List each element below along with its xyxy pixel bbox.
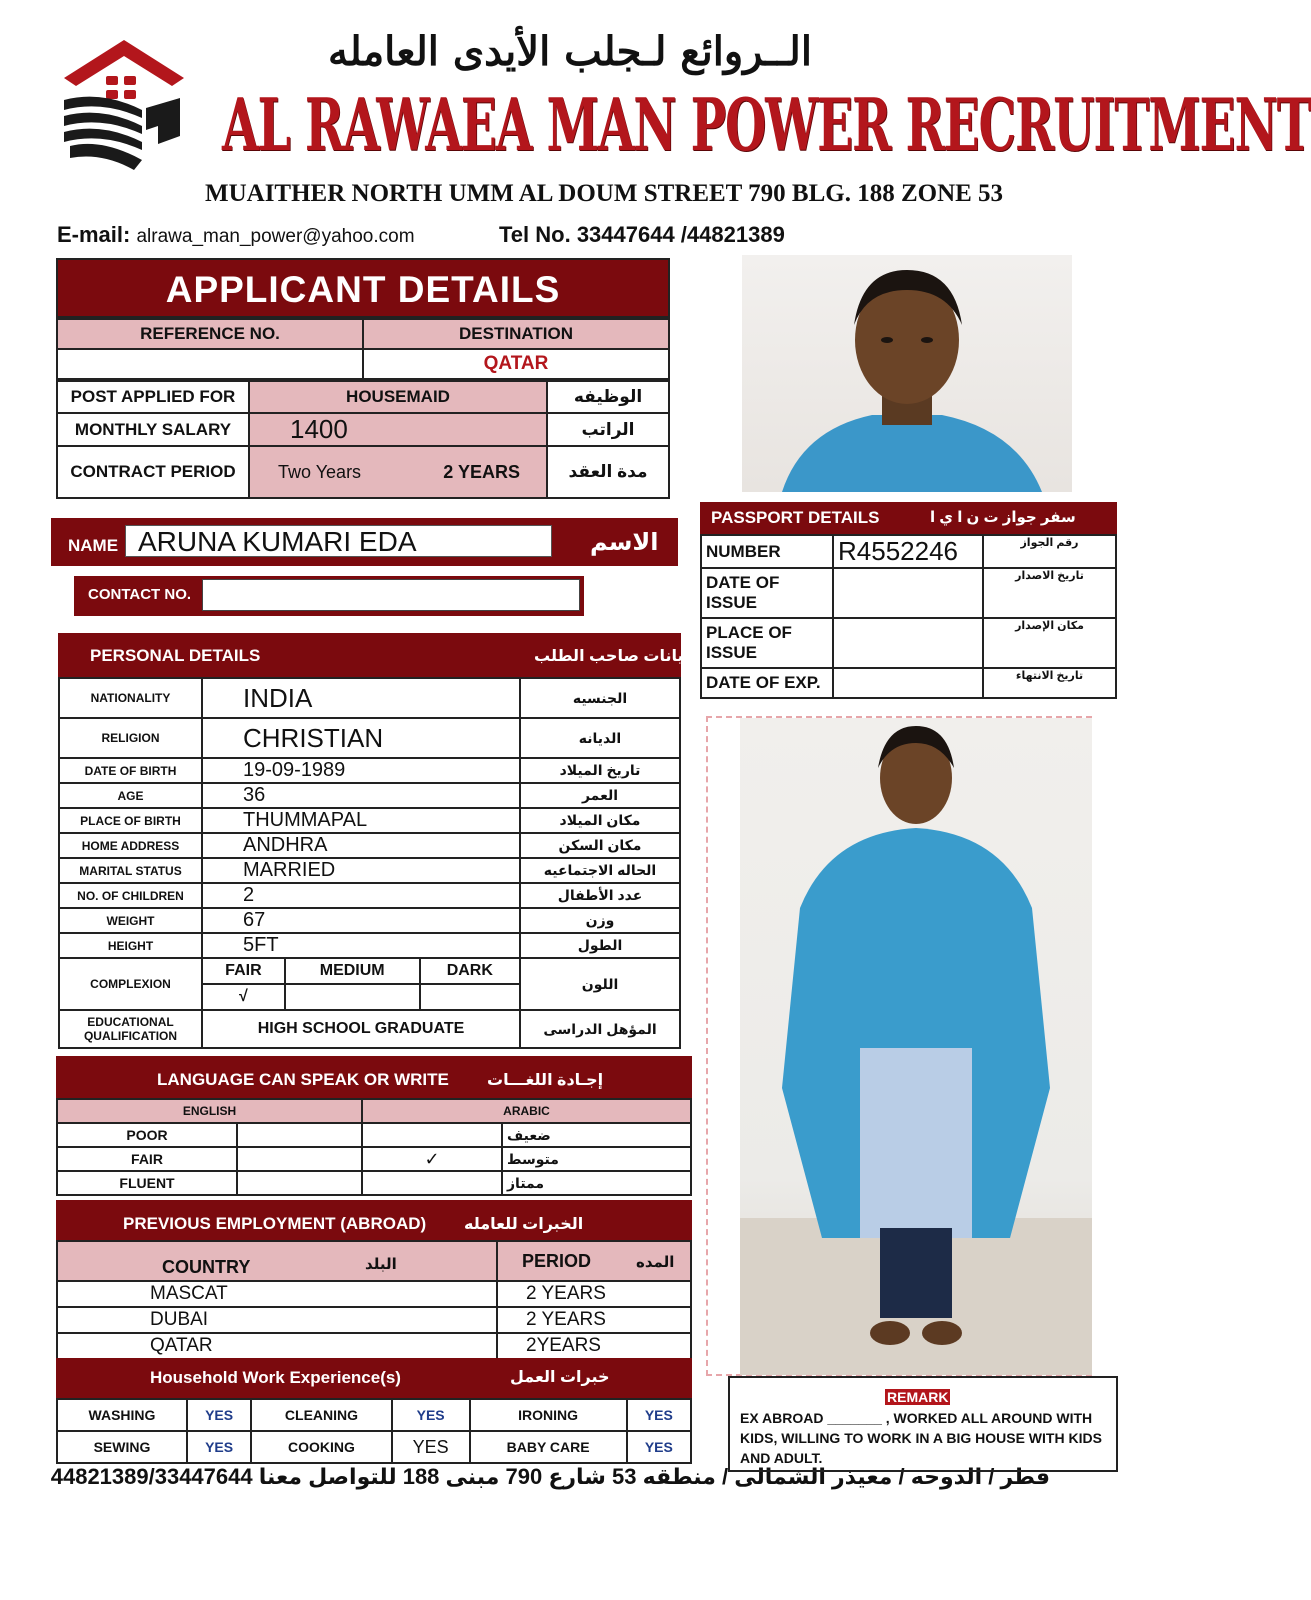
personal-row-arabic: عدد الأطفال <box>520 883 680 908</box>
personal-row-arabic: الجنسيه <box>520 678 680 718</box>
issue-date-value <box>833 568 983 618</box>
personal-row-arabic: تاريخ الميلاد <box>520 758 680 783</box>
household-table <box>56 1398 692 1464</box>
complexion-medium: MEDIUM <box>285 959 420 984</box>
expiry-value <box>833 668 983 698</box>
email-value: alrawa_man_power@yahoo.com <box>136 226 415 247</box>
arabic-mark: ✓ <box>362 1147 502 1171</box>
education-arabic: المؤهل الدراسى <box>520 1010 680 1048</box>
personal-row <box>59 933 680 958</box>
post-label: POST APPLIED FOR <box>57 381 249 413</box>
skill-sewing: SEWING <box>57 1431 187 1463</box>
personal-row-label: DATE OF BIRTH <box>59 758 202 783</box>
applicant-portrait-photo <box>742 255 1072 492</box>
country-column-header <box>57 1241 497 1281</box>
personal-row-label: HEIGHT <box>59 933 202 958</box>
passport-number-arabic: رقم الجواز <box>983 535 1116 568</box>
personal-row-label: WEIGHT <box>59 908 202 933</box>
english-mark <box>237 1147 362 1171</box>
remark-text: EX ABROAD _______ , WORKED ALL AROUND WITH KIDS, WILLING TO WORK IN A BIG HOUSE WITH KIDS AND ADULT. <box>740 1410 1102 1466</box>
employment-heading: PREVIOUS EMPLOYMENT (ABROAD) <box>123 1214 427 1233</box>
issue-date-label-line1: DATE OF <box>706 573 780 592</box>
skill-washing-value: YES <box>187 1399 251 1431</box>
passport-number-value: R4552246 <box>833 535 983 568</box>
complexion-dark: DARK <box>420 959 519 984</box>
complexion-fair: FAIR <box>203 959 285 984</box>
personal-row-value: THUMMAPAL <box>202 808 520 833</box>
personal-row-label: MARITAL STATUS <box>59 858 202 883</box>
personal-details-heading-arabic: بيانات صاحب الطلب <box>534 648 691 665</box>
household-heading: Household Work Experience(s) <box>150 1368 401 1387</box>
contract-label: CONTRACT PERIOD <box>57 446 249 498</box>
applicant-full-length-photo <box>740 718 1092 1375</box>
post-salary-contract-table <box>56 380 670 499</box>
personal-row-arabic: مكان السكن <box>520 833 680 858</box>
passport-heading: PASSPORT DETAILS <box>711 508 880 527</box>
expiry-arabic: تاريخ الانتهاء <box>983 668 1116 698</box>
complexion-medium-mark <box>285 984 420 1009</box>
complexion-arabic: اللون <box>520 958 680 1010</box>
personal-row <box>59 678 680 718</box>
language-row <box>57 1171 691 1195</box>
salary-value: 1400 <box>249 413 547 446</box>
arabic-mark <box>362 1171 502 1195</box>
issue-date-arabic: تاريخ الاصدار <box>983 568 1116 618</box>
language-level: FLUENT <box>57 1171 237 1195</box>
company-arabic-title: الــروائع لـجلب الأيدى العامله <box>328 28 812 75</box>
employment-country: MASCAT <box>57 1281 497 1307</box>
salary-label: MONTHLY SALARY <box>57 413 249 446</box>
personal-row-value: ANDHRA <box>202 833 520 858</box>
education-label <box>59 1010 202 1048</box>
personal-row-label: PLACE OF BIRTH <box>59 808 202 833</box>
email-label: E-mail: <box>57 222 131 247</box>
language-table <box>56 1098 692 1196</box>
language-heading-arabic: إجـادة اللغـــات <box>487 1072 604 1089</box>
contract-value-text: Two Years <box>249 446 404 498</box>
personal-row <box>59 858 680 883</box>
personal-row-value: 5FT <box>202 933 520 958</box>
expiry-label: DATE OF EXP. <box>701 668 833 698</box>
passport-number-label: NUMBER <box>701 535 833 568</box>
skill-ironing-value: YES <box>627 1399 691 1431</box>
personal-row-arabic: الطول <box>520 933 680 958</box>
personal-row-label: NATIONALITY <box>59 678 202 718</box>
personal-row-value: 36 <box>202 783 520 808</box>
complexion-grid <box>202 958 520 1010</box>
name-value: ARUNA KUMARI EDA <box>125 525 552 557</box>
employment-row <box>57 1333 691 1359</box>
employment-row <box>57 1281 691 1307</box>
skill-cooking: COOKING <box>251 1431 392 1463</box>
employment-row <box>57 1307 691 1333</box>
personal-row-value: 67 <box>202 908 520 933</box>
household-heading-arabic: خبرات العمل <box>510 1369 610 1386</box>
post-arabic: الوظيفه <box>547 381 669 413</box>
telephone-line: Tel No. 33447644 /44821389 <box>499 222 785 247</box>
personal-row-arabic: الديانه <box>520 718 680 758</box>
english-mark <box>237 1123 362 1147</box>
employment-period: 2 YEARS <box>497 1307 691 1333</box>
post-value: HOUSEMAID <box>249 381 547 413</box>
employment-table <box>56 1240 692 1360</box>
issue-date-label <box>701 568 833 618</box>
email-line <box>57 222 415 248</box>
personal-row <box>59 758 680 783</box>
language-level-arabic: متوسط <box>502 1147 691 1171</box>
language-level-arabic: ممتاز <box>502 1171 691 1195</box>
passport-heading-arabic: سفر جواز ت ن ا ي ا <box>930 509 1076 526</box>
reference-label: REFERENCE NO. <box>57 319 363 349</box>
personal-row-label: AGE <box>59 783 202 808</box>
skill-cleaning-value: YES <box>392 1399 470 1431</box>
arabic-mark <box>362 1123 502 1147</box>
reference-destination-table <box>56 318 670 380</box>
skill-washing: WASHING <box>57 1399 187 1431</box>
name-arabic: الاسم <box>590 529 659 556</box>
personal-row-label: HOME ADDRESS <box>59 833 202 858</box>
issue-place-label-line1: PLACE OF <box>706 623 792 642</box>
period-column-header <box>497 1241 691 1281</box>
education-value: HIGH SCHOOL GRADUATE <box>202 1010 520 1048</box>
destination-label: DESTINATION <box>363 319 669 349</box>
personal-row-value: CHRISTIAN <box>202 718 520 758</box>
personal-row <box>59 883 680 908</box>
issue-place-label-line2: ISSUE <box>706 643 758 662</box>
name-label: NAME <box>68 536 119 555</box>
contract-arabic: مدة العقد <box>547 446 669 498</box>
personal-row-label: RELIGION <box>59 718 202 758</box>
reference-value <box>57 349 363 379</box>
destination-value: QATAR <box>363 349 669 379</box>
personal-row-arabic: مكان الميلاد <box>520 808 680 833</box>
issue-place-label <box>701 618 833 668</box>
personal-details-heading: PERSONAL DETAILS <box>90 646 261 665</box>
personal-row <box>59 783 680 808</box>
employment-country: DUBAI <box>57 1307 497 1333</box>
personal-details-table <box>58 677 681 1049</box>
company-logo <box>62 38 187 173</box>
personal-row <box>59 908 680 933</box>
period-label: PERIOD <box>522 1250 592 1271</box>
skill-sewing-value: YES <box>187 1431 251 1463</box>
employment-heading-arabic: الخبرات للعامله <box>464 1216 584 1233</box>
complexion-fair-mark: √ <box>203 984 285 1009</box>
period-arabic: المده <box>636 1253 675 1271</box>
education-label-line1: EDUCATIONAL <box>87 1015 174 1029</box>
salary-arabic: الراتب <box>547 413 669 446</box>
skill-ironing: IRONING <box>470 1399 627 1431</box>
arabic-column-label: ARABIC <box>362 1099 691 1123</box>
english-column-label: ENGLISH <box>57 1099 362 1123</box>
personal-row-label: NO. OF CHILDREN <box>59 883 202 908</box>
remark-title: REMARK <box>887 1389 949 1405</box>
applicant-details-heading: APPLICANT DETAILS <box>56 258 670 318</box>
contact-label: CONTACT NO. <box>88 586 192 603</box>
personal-row-arabic: العمر <box>520 783 680 808</box>
company-address: MUAITHER NORTH UMM AL DOUM STREET 790 BLG. 188 ZONE 53 <box>205 180 1004 207</box>
complexion-label: COMPLEXION <box>59 958 202 1010</box>
issue-place-arabic: مكان الإصدار <box>983 618 1116 668</box>
contract-value-years: 2 YEARS <box>404 446 547 498</box>
personal-row-arabic: وزن <box>520 908 680 933</box>
passport-table <box>700 534 1117 699</box>
contact-value <box>202 579 580 611</box>
education-label-line2: QUALIFICATION <box>83 1029 178 1043</box>
language-level: FAIR <box>57 1147 237 1171</box>
skill-baby-care-value: YES <box>627 1431 691 1463</box>
issue-date-label-line2: ISSUE <box>706 593 758 612</box>
employment-country: QATAR <box>57 1333 497 1359</box>
employment-period: 2YEARS <box>497 1333 691 1359</box>
skill-cleaning: CLEANING <box>251 1399 392 1431</box>
language-level: POOR <box>57 1123 237 1147</box>
personal-row-value: INDIA <box>202 678 520 718</box>
employment-period: 2 YEARS <box>497 1281 691 1307</box>
issue-place-value <box>833 618 983 668</box>
personal-row-value: MARRIED <box>202 858 520 883</box>
personal-row-value: 2 <box>202 883 520 908</box>
personal-row-value: 19-09-1989 <box>202 758 520 783</box>
company-english-title: AL RAWAEA MAN POWER RECRUITMENT <box>222 82 1311 167</box>
skill-baby-care: BABY CARE <box>470 1431 627 1463</box>
language-row <box>57 1123 691 1147</box>
country-arabic: البلد <box>365 1255 397 1273</box>
personal-row-arabic: الحاله الاجتماعيه <box>520 858 680 883</box>
country-label: COUNTRY <box>162 1256 251 1277</box>
complexion-dark-mark <box>420 984 519 1009</box>
language-row <box>57 1147 691 1171</box>
personal-row <box>59 808 680 833</box>
personal-row <box>59 718 680 758</box>
language-level-arabic: ضعيف <box>502 1123 691 1147</box>
footer-contact: قطر / الدوحه / معيذر الشمالى / منطقه 53 شارع 790 مبنى 188 للتواصل معنا 44821389/33447644 <box>50 1464 1050 1489</box>
personal-row <box>59 833 680 858</box>
skill-cooking-value: YES <box>392 1431 470 1463</box>
english-mark <box>237 1171 362 1195</box>
language-heading: LANGUAGE CAN SPEAK OR WRITE <box>157 1070 449 1089</box>
